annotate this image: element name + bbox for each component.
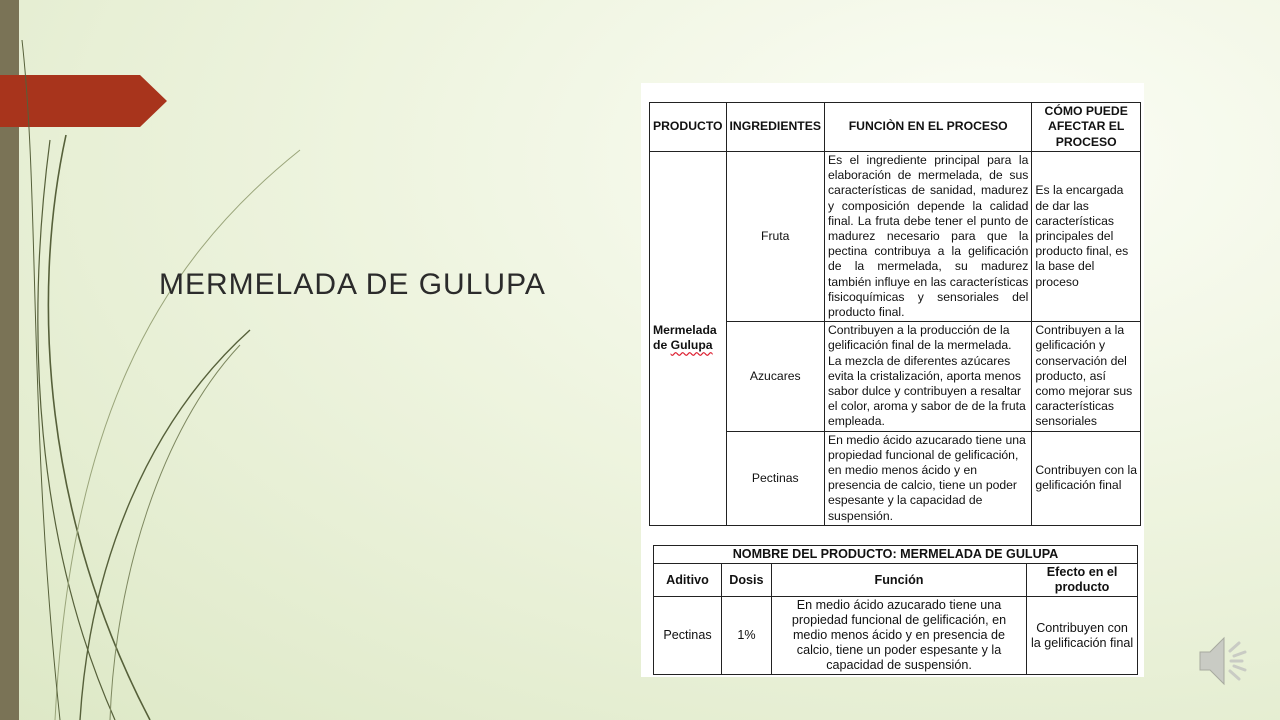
- effect-cell: Es la encargada de dar las características principales del producto final, es la base del proceso: [1032, 152, 1141, 322]
- product-cell: [650, 152, 727, 526]
- function-cell: Es el ingrediente principal para la elaboración de mermelada, de sus características de sanidad, madurez y composición depende la calidad final. La fruta debe tener el punto de madurez necesario para que la pectina contribuya a la gelificación de la mermelada, su madurez también influye en las características fisicoquímicas y sensoriales del producto final.: [824, 152, 1031, 322]
- table-row: [650, 152, 1141, 322]
- table-header-row: [654, 564, 1138, 597]
- header-afectar: CÓMO PUEDE AFECTAR EL PROCESO: [1032, 103, 1141, 152]
- effect-cell: Contribuyen con la gelificación final: [1027, 597, 1138, 675]
- embedded-table-image: [641, 83, 1144, 677]
- additive-table-wrapper: [653, 545, 1138, 675]
- effect-cell: Contribuyen con la gelificación final: [1032, 431, 1141, 525]
- ingredient-cell: Pectinas: [726, 431, 824, 525]
- dose-cell: 1%: [721, 597, 771, 675]
- additive-table-title: NOMBRE DEL PRODUCTO: MERMELADA DE GULUPA: [654, 546, 1138, 564]
- speaker-icon[interactable]: [1198, 630, 1254, 692]
- product-name-line2-prefix: de: [653, 338, 671, 353]
- function-cell: En medio ácido azucarado tiene una propiedad funcional de gelificación, en medio menos ácido y en presencia de calcio, tiene un poder espesante y la capacidad de suspensión.: [824, 431, 1031, 525]
- additive-cell: Pectinas: [654, 597, 722, 675]
- header-aditivo: Aditivo: [654, 564, 722, 597]
- header-efecto: Efecto en el producto: [1027, 564, 1138, 597]
- ingredients-table: [649, 102, 1141, 526]
- header-funcion: FUNCIÒN EN EL PROCESO: [824, 103, 1031, 152]
- ingredient-cell: Azucares: [726, 322, 824, 431]
- product-name-line1: Mermelada: [653, 323, 717, 338]
- slide-title: MERMELADA DE GULUPA: [159, 268, 546, 301]
- table-row: [654, 597, 1138, 675]
- ingredient-cell: Fruta: [726, 152, 824, 322]
- decorative-curves: [0, 0, 400, 720]
- header-dosis: Dosis: [721, 564, 771, 597]
- header-producto: PRODUCTO: [650, 103, 727, 152]
- function-cell: Contribuyen a la producción de la gelificación final de la mermelada. La mezcla de diferentes azúcares evita la cristalización, aporta menos sabor dulce y contribuyen a resaltar el color, aroma y sabor de de la fruta empleada.: [824, 322, 1031, 431]
- effect-cell: Contribuyen a la gelificación y conservación del producto, así como mejorar sus características sensoriales: [1032, 322, 1141, 431]
- additive-table: [653, 545, 1138, 675]
- header-funcion: Función: [771, 564, 1026, 597]
- table-header-row: [650, 103, 1141, 152]
- header-ingredientes: INGREDIENTES: [726, 103, 824, 152]
- product-name-line2-word: Gulupa: [670, 338, 713, 353]
- function-cell: En medio ácido azucarado tiene una propiedad funcional de gelificación, en medio menos ácido y en presencia de calcio, tiene un poder espesante y la capacidad de suspensión.: [771, 597, 1026, 675]
